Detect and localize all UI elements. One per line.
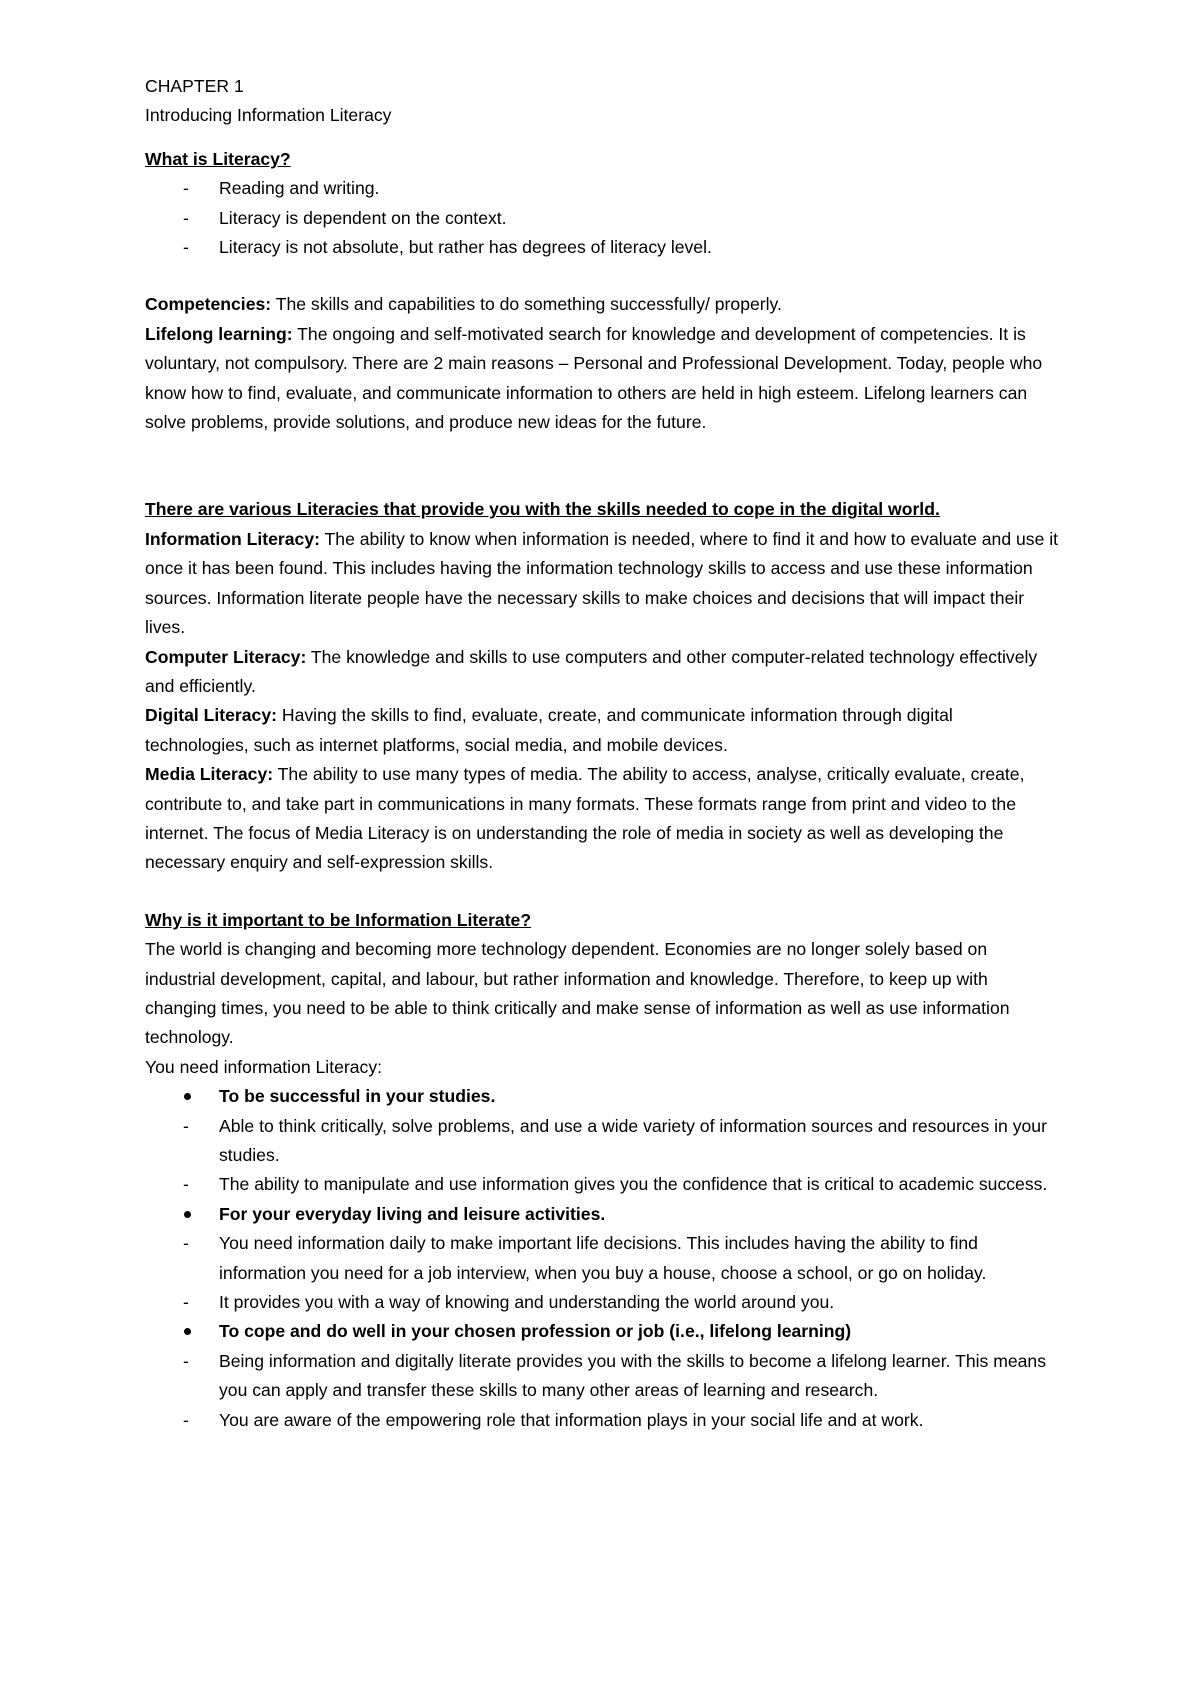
document-page	[145, 72, 1060, 1435]
list-item-bullet: To be successful in your studies.	[145, 1082, 1060, 1111]
term-digital-literacy: Digital Literacy:	[145, 705, 277, 726]
text-digital-literacy: Having the skills to find, evaluate, create, and communicate information through digital technologies, such as internet platforms, social media, and mobile devices.	[145, 705, 953, 755]
list-item: - Literacy is dependent on the context.	[145, 204, 1060, 233]
definition-competencies	[145, 290, 1060, 319]
term-media-literacy: Media Literacy:	[145, 764, 274, 785]
section-heading-various-literacies: There are various Literacies that provide you with the skills needed to cope in the digital world.	[145, 499, 940, 520]
list-item: - The ability to manipulate and use information gives you the confidence that is critical to academic success.	[145, 1170, 1060, 1199]
text-information-literacy: The ability to know when information is needed, where to find it and how to evaluate and use it once it has been found. This includes having the information technology skills to access and use these information sources. Information literate people have the necessary skills to make choices and decisions that will impact their lives.	[145, 528, 1059, 638]
list-item: - Able to think critically, solve problems, and use a wide variety of information sources and resources in your studies.	[145, 1112, 1060, 1171]
literacy-list	[145, 174, 1060, 262]
list-item: - You need information daily to make important life decisions. This includes having the ability to find information you need for a job interview, when you buy a house, choose a school, or go on holiday.	[145, 1229, 1060, 1288]
list-item: - Reading and writing.	[145, 174, 1060, 203]
list-item: - Literacy is not absolute, but rather has degrees of literacy level.	[145, 233, 1060, 262]
term-computer-literacy: Computer Literacy:	[145, 646, 307, 667]
chapter-title: Introducing Information Literacy	[145, 105, 392, 126]
list-item: - You are aware of the empowering role that information plays in your social life and at work.	[145, 1406, 1060, 1435]
text-competencies: The skills and capabilities to do something successfully/ properly.	[271, 294, 782, 315]
list-item-bullet: For your everyday living and leisure activities.	[145, 1200, 1060, 1229]
list-item: - Being information and digitally literate provides you with the skills to become a lifelong learner. This means you can apply and transfer these skills to many other areas of learning and research.	[145, 1347, 1060, 1406]
text-computer-literacy: The knowledge and skills to use computers and other computer-related technology effectively and efficiently.	[145, 646, 1038, 696]
definition-media-literacy	[145, 760, 1060, 878]
definition-computer-literacy	[145, 643, 1060, 702]
term-competencies: Competencies:	[145, 294, 272, 315]
importance-paragraph: The world is changing and becoming more technology dependent. Economies are no longer solely based on industrial development, capital, and labour, but rather information and knowledge. Therefore, to keep up with changing times, you need to be able to think critically and make sense of information as well as use information technology.	[145, 939, 1010, 1048]
text-lifelong-learning: The ongoing and self-motivated search for knowledge and development of competencies. It is voluntary, not compulsory. There are 2 main reasons – Personal and Professional Development. Today, people who know how to find, evaluate, and communicate information to others are held in high esteem. Lifelong learners can solve problems, provide solutions, and produce new ideas for the future.	[145, 323, 1043, 433]
term-lifelong-learning: Lifelong learning:	[145, 323, 293, 344]
chapter-number: CHAPTER 1	[145, 76, 244, 96]
list-item: - It provides you with a way of knowing and understanding the world around you.	[145, 1288, 1060, 1317]
section-heading-why-important: Why is it important to be Information Literate?	[145, 909, 532, 930]
importance-list	[145, 1082, 1060, 1435]
definition-information-literacy	[145, 525, 1060, 643]
section-heading-what-is-literacy: What is Literacy?	[145, 148, 291, 169]
list-item-bullet: To cope and do well in your chosen profession or job (i.e., lifelong learning)	[145, 1317, 1060, 1346]
definition-digital-literacy	[145, 701, 1060, 760]
text-media-literacy: The ability to use many types of media. The ability to access, analyse, critically evaluate, create, contribute to, and take part in communications in many formats. These formats range from print and video to the internet. The focus of Media Literacy is on understanding the role of media in society as well as developing the necessary enquiry and self-expression skills.	[145, 764, 1025, 873]
term-information-literacy: Information Literacy:	[145, 528, 320, 549]
definition-lifelong-learning	[145, 320, 1060, 438]
importance-intro: You need information Literacy:	[145, 1056, 383, 1077]
